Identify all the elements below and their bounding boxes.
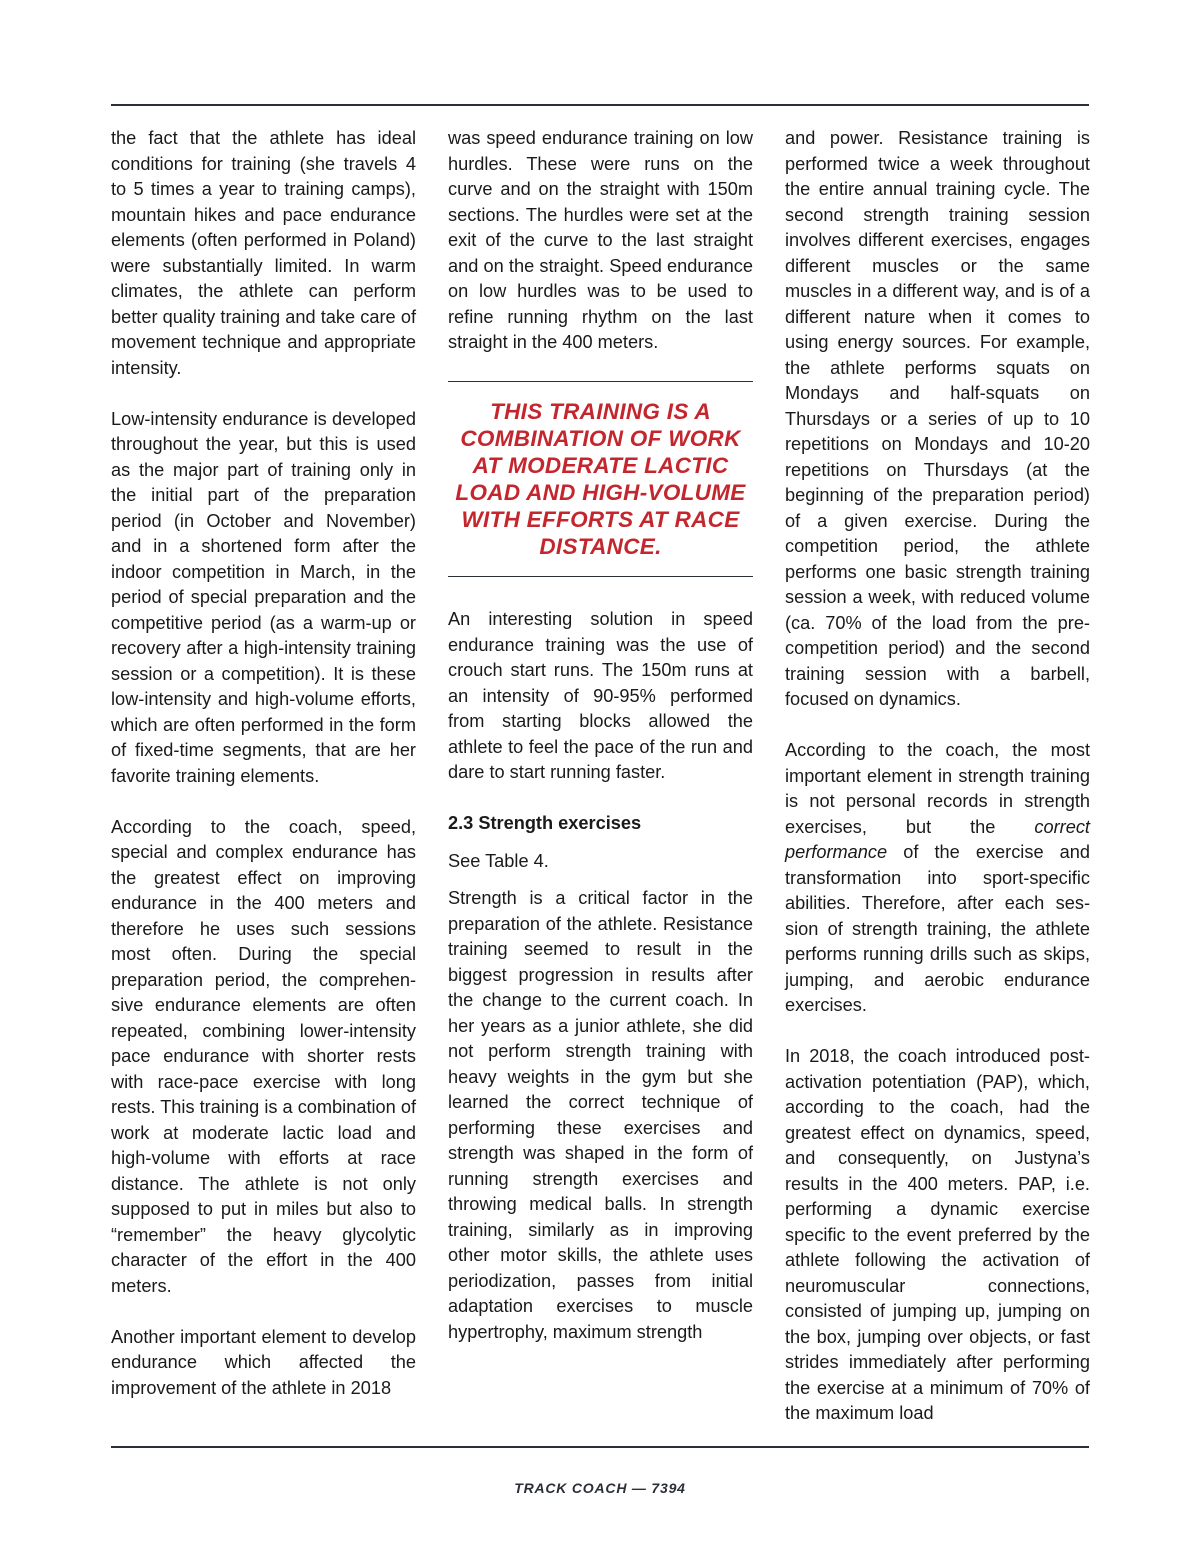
paragraph: An interesting solution in speed endurance training was the use of crouch start runs. The 150m runs at an intensity of 90-95% performed from starting blocks allowed the athlete to feel the pace of the run and dare to start running faster.	[448, 609, 753, 782]
page-footer: TRACK COACH — 7394	[514, 1480, 686, 1496]
paragraph-text: According to the coach, the most important element in strength training is not personal records in strength exercises, but the	[785, 740, 1090, 837]
paragraph: the fact that the athlete has ideal conditions for training (she travels 4 to 5 times a year to training camps), mountain hikes and pace endurance elements (often performed in Poland) were substantially limited. In warm climates, the athlete can perform better quality training and take care of movement technique and appropriate intensity.	[111, 128, 416, 378]
emphasized-text: correct performance	[785, 816, 1090, 862]
column-2	[448, 126, 753, 1371]
paragraph: In 2018, the coach introduced post-activation potentiation (PAP), which, according to the coach, had the greatest effect on dynamics, speed, and consequently, on Justyna’s results in the 400 meters. PAP, i.e. performing a dynamic exercise specific to the event preferred by the athlete following the activation of neuromuscular connections, consisted of jumping up, jumping on the box, jumping over objects, or fast strides immediately after performing the exercise at a minimum of 70% of the maximum load	[785, 1046, 1090, 1423]
paragraph: Low-intensity endurance is developed throughout the year, but this is used as the major part of training only in the initial part of the preparation period (in October and November) and in a shortened form after the indoor competition in March, in the period of special preparation and the competitive period (as a warm-up or recovery after a high-intensity training session or a competition). It is these low-intensity and high-volume efforts, which are often performed in the form of fixed-time segments, that are her favorite training elements.	[111, 408, 416, 786]
pull-quote: THIS TRAINING IS A COMBINATION OF WORK AT MODERATE LACTIC LOAD AND HIGH-VOLUME WITH EFFORTS AT RACE DISTANCE.	[448, 381, 753, 577]
paragraph-text: of the exercise and transformation into sport-specific abilities. Therefore, after each session of strength training, the athlete performs running drills such as skips, jumping, and aerobic endurance exercises.	[785, 842, 1090, 1015]
column-1	[111, 126, 416, 1427]
column-3	[785, 126, 1090, 1452]
paragraph: Another important element to develop endurance which affected the improvement of the athlete in 2018	[111, 1326, 416, 1398]
paragraph: Strength is a critical factor in the preparation of the athlete. Resistance training seemed to result in the biggest progression in results after the change to the current coach. In her years as a junior athlete, she did not perform strength training with heavy weights in the gym but she learned the correct technique of performing these exercises and strength was shaped in the form of running strength exercises and throwing medical balls. In strength training, similarly as in improving other motor skills, the athlete uses periodization, passes from initial adaptation exercises to muscle hypertrophy, maximum strength	[448, 888, 753, 1342]
bottom-rule	[111, 1446, 1089, 1448]
paragraph: and power. Resistance training is performed twice a week throughout the entire annual training cycle. The second strength training session involves different exercises, engages different muscles or the same muscles in a different way, and is of a different nature when it comes to using energy sources. For example, the athlete performs squats on Mondays and half-squats on Thursdays or a series of up to 10 repetitions on Mondays and 10-20 repetitions on Thursdays (at the beginning of the preparation period) of a given exercise. During the competition period, the athlete performs one basic strength training session a week, with reduced volume (ca. 70% of the load from the pre-competition period) and the second training session with a barbell, focused on dynamics.	[785, 128, 1090, 709]
top-rule	[111, 104, 1089, 106]
section-heading: 2.3 Strength exercises	[448, 813, 642, 833]
paragraph	[785, 738, 1090, 1019]
paragraph: was speed endurance training on low hurdles. These were runs on the curve and on the straight with 150m sections. The hurdles were set at the exit of the curve to the last straight and on the straight. Speed endurance on low hurdles was to be used to refine running rhythm on the last straight in the 400 meters.	[448, 128, 753, 352]
paragraph: According to the coach, speed, special and complex endurance has the greatest effect on improving endurance in the 400 meters and therefore he uses such sessions most often. During the special preparation period, the comprehensive endurance elements are often repeated, combining lower-intensity pace endurance with shorter rests with race-pace exercise with long rests. This training is a combination of work at moderate lactic load and high-volume with efforts at race distance. The athlete is not only supposed to put in miles but also to “remember” the heavy glycolytic character of the effort in the 400 meters.	[111, 816, 416, 1296]
paragraph: See Table 4.	[448, 850, 549, 871]
